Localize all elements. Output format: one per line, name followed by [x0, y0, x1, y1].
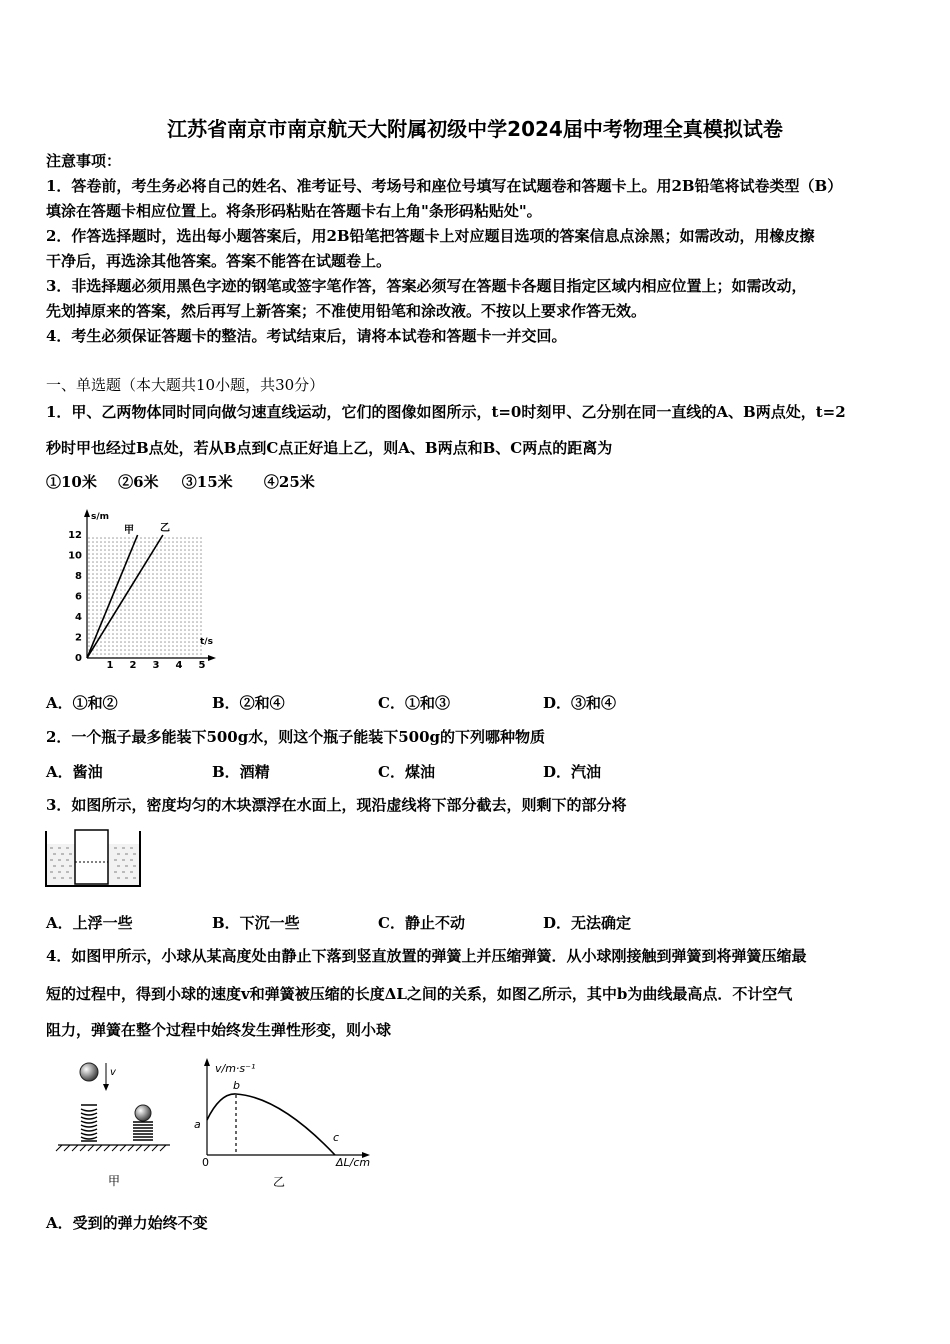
q3-option-b[interactable]: B．下沉一些: [212, 914, 300, 932]
q4-line2: 短的过程中，得到小球的速度v和弹簧被压缩的长度ΔL之间的关系，如图乙所示，其中b为曲线最高点．不计空气: [46, 985, 793, 1003]
notice-line: 填涂在答题卡相应位置上。将条形码粘贴在答题卡右上角"条形码粘贴处"。: [46, 202, 542, 220]
x-tick-label: 3: [152, 660, 160, 671]
graph-grid: [87, 535, 202, 658]
notice-line: 1．答卷前，考生务必将自己的姓名、准考证号、考场号和座位号填写在试题卷和答题卡上。用2B铅笔将试卷类型（B）: [46, 177, 843, 195]
x-axis-arrow: [208, 655, 216, 661]
spring-compressed: [133, 1122, 153, 1140]
y-axis-arrow: [84, 509, 90, 517]
x-tick-labels: [107, 660, 206, 671]
notice-line: 3．非选择题必须用黑色字迹的钢笔或签字笔作答，答案必须写在答题卡各题目指定区域内相应位置上；如需改动，: [46, 277, 807, 295]
q4-line3: 阻力，弹簧在整个过程中始终发生弹性形变，则小球: [46, 1021, 392, 1039]
x-tick-label: 1: [106, 660, 114, 671]
line-label-yi: 乙: [160, 523, 170, 534]
y-tick-label: 4: [75, 612, 82, 623]
point-a-label: a: [194, 1118, 201, 1131]
q1-choice: ②6米: [118, 473, 159, 491]
line-label-jia: 甲: [124, 525, 134, 536]
q1-choice: ①10米: [46, 473, 97, 491]
origin-label: 0: [202, 1156, 209, 1169]
q1-option-d[interactable]: D．③和④: [543, 694, 617, 712]
y-tick-label: 10: [68, 550, 82, 562]
falling-ball: [80, 1063, 98, 1081]
q1-st-graph: [60, 505, 230, 675]
ground-hatch: [56, 1145, 166, 1151]
y-tick-label: 6: [75, 591, 82, 603]
q1-option-b[interactable]: B．②和④: [212, 694, 285, 712]
notice-line: 先划掉原来的答案，然后再写上新答案；不准使用铅笔和涂改液。不按以上要求作答无效。: [46, 302, 647, 320]
q1-line2: 秒时甲也经过B点处，若从B点到C点正好追上乙，则A、B两点和B、C两点的距离为: [46, 439, 613, 457]
section-heading: 一、单选题（本大题共10小题，共30分）: [46, 376, 325, 394]
q1-choice: ③15米: [181, 473, 233, 491]
q3-option-c[interactable]: C．静止不动: [378, 914, 465, 932]
notice-line: 2．作答选择题时，选出每小题答案后，用2B铅笔把答题卡上对应题目选项的答案信息点涂黑；如需改动，用橡皮擦: [46, 227, 815, 245]
x-axis-label: ΔL/cm: [336, 1156, 371, 1169]
q2-option-a[interactable]: A．酱油: [46, 763, 103, 781]
spring-uncompressed: [81, 1105, 97, 1141]
q3-floating-block-figure: [44, 826, 142, 890]
velocity-label: v: [110, 1067, 116, 1078]
velocity-arrowhead: [103, 1084, 109, 1091]
x-axis-label: t/s: [200, 637, 213, 647]
q2-option-c[interactable]: C．煤油: [378, 763, 435, 781]
q1-choice: ④25米: [263, 473, 315, 491]
point-c-label: c: [333, 1131, 340, 1144]
y-tick-label: 0: [75, 653, 82, 664]
q3-option-d[interactable]: D．无法确定: [543, 914, 632, 932]
q1-option-c[interactable]: C．①和③: [378, 694, 450, 712]
q1-choices: [46, 472, 315, 492]
notice-line: 4．考生必须保证答题卡的整洁。考试结束后，请将本试卷和答题卡一并交回。: [46, 327, 567, 345]
q4-line1: 4．如图甲所示，小球从某高度处由静止下落到竖直放置的弹簧上并压缩弹簧．从小球刚接触到弹簧到将弹簧压缩最: [46, 947, 807, 965]
q4-figure-yi-graph: [190, 1055, 390, 1195]
velocity-curve: [207, 1094, 335, 1155]
page-title: 江苏省南京市南京航天大附属初级中学2024届中考物理全真模拟试卷: [167, 117, 783, 141]
q2-option-b[interactable]: B．酒精: [212, 763, 270, 781]
q4-figure-jia: [52, 1055, 182, 1195]
notice-heading: 注意事项：: [46, 152, 122, 170]
notice-line: 干净后，再选涂其他答案。答案不能答在试题卷上。: [46, 252, 392, 270]
point-b-label: b: [233, 1079, 240, 1092]
q3-text: 3．如图所示，密度均匀的木块漂浮在水面上，现沿虚线将下部分截去，则剩下的部分将: [46, 796, 627, 814]
y-axis-arrow: [204, 1058, 210, 1066]
ball-on-spring: [135, 1105, 151, 1121]
q4-option-a[interactable]: A．受到的弹力始终不变: [46, 1214, 208, 1232]
q2-text: 2．一个瓶子最多能装下500g水，则这个瓶子能装下500g的下列哪种物质: [46, 728, 546, 746]
x-tick-label: 4: [175, 660, 183, 671]
wood-block: [75, 830, 108, 884]
y-axis-label: v/m·s⁻¹: [215, 1062, 256, 1075]
y-tick-label: 8: [75, 571, 82, 582]
y-tick-label: 12: [68, 530, 82, 541]
y-tick-label: 2: [75, 632, 82, 644]
q2-option-d[interactable]: D．汽油: [543, 763, 602, 781]
figure-caption-jia: 甲: [108, 1174, 121, 1188]
y-tick-labels: [68, 530, 82, 664]
x-tick-label: 2: [129, 660, 137, 671]
figure-caption-yi: 乙: [273, 1175, 286, 1189]
q3-option-a[interactable]: A．上浮一些: [46, 914, 133, 932]
q1-line1: 1．甲、乙两物体同时同向做匀速直线运动，它们的图像如图所示，t=0时刻甲、乙分别在同一直线的A、B两点处，t=2: [46, 403, 846, 421]
y-axis-label: s/m: [91, 512, 110, 522]
x-tick-label: 5: [198, 660, 206, 671]
q1-option-a[interactable]: A．①和②: [46, 694, 118, 712]
